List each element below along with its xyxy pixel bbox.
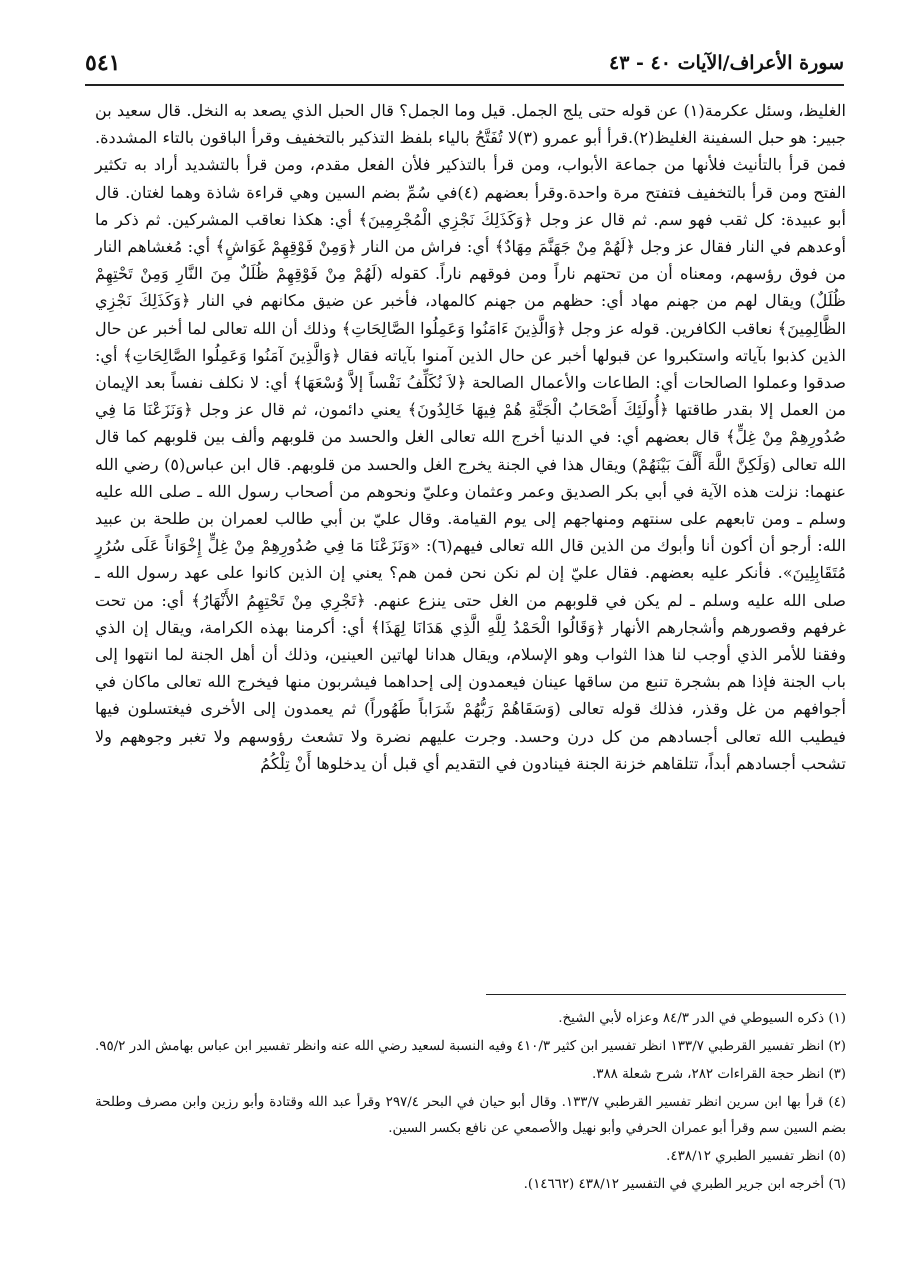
footnote-divider bbox=[486, 994, 846, 995]
header-rule bbox=[85, 84, 844, 86]
page-header bbox=[85, 50, 844, 80]
footnote: (١) ذكره السيوطي في الدر ٨٤/٣ وعزاه لأبي الشيخ. bbox=[558, 1011, 846, 1026]
footnote: (٥) انظر تفسير الطبري ٤٣٨/١٢. bbox=[666, 1149, 846, 1164]
footnotes bbox=[95, 1006, 846, 1198]
footnote: (٦) أخرجه ابن جرير الطبري في التفسير ٤٣٨/١٢ (١٤٦٦٢). bbox=[523, 1177, 846, 1192]
footnote: (٤) قرأ بها ابن سرين انظر تفسير القرطبي ١٣٣/٧. وقال أبو حيان في البحر ٢٩٧/٤ وقرأ عبد الله وقتادة وأبو رزين وابن مصرف وطلحة بضم السين سم وقرأ أبو عمران الحرفي وأبو نهيل والأصمعي عن نافع بكسر السين. bbox=[95, 1095, 847, 1136]
footnote: (٣) انظر حجة القراءات ٢٨٢، شرح شعلة ٣٨٨. bbox=[592, 1067, 846, 1082]
page-number: ٥٤١ bbox=[85, 50, 121, 76]
footnote: (٢) انظر تفسير القرطبي ١٣٣/٧ انظر تفسير ابن كثير ٤١٠/٣ وفيه النسبة لسعيد رضي الله عنه وانظر تفسير ابن عباس بهامش الدر ٩٥/٢. bbox=[95, 1039, 846, 1054]
running-title: سورة الأعراف/الآيات ٤٠ - ٤٣ bbox=[609, 52, 844, 74]
main-text bbox=[95, 97, 846, 773]
body-paragraph: الغليظ، وسئل عكرمة(١) عن قوله حتى يلج الجمل. قيل وما الجمل؟ قال الحبل الذي يصعد به النخل. قال سعيد بن جبير: هو حبل السفينة الغليظ(٢).قرأ أبو عمرو (٣)لا تُفَتَّحُ بالياء بلفظ التذكير بالتخفيف وقرأ الباقون بالتاء المشددة. فمن قرأ بالتأنيث فلأنها من جماعة الأبواب، ومن قرأ بالتذكير فلأن الفعل مقدم، ومن قرأ بالتشديد أراد به تكثير الفتح ومن قرأ بالتخفيف فتفتح مرة واحدة.وقرأ بعضهم (٤)في سُمِّ بضم السين وهي قراءة شاذة وهما لغتان. قال أبو عبيدة: كل ثقب فهو سم. ثم قال عز وجل ﴿وَكَذَلِكَ نَجْزِي الْمُجْرِمِينَ﴾ أي: هكذا نعاقب المشركين. ثم ذكر ما أوعدهم في النار فقال عز وجل ﴿لَهُمْ مِنْ جَهَنَّمَ مِهَادٌ﴾ أي: فراش من النار ﴿وَمِنْ فَوْقِهِمْ غَوَاشٍ﴾ أي: مُغشاهم النار من فوق رؤسهم، ومعناه أن من تحتهم ناراً ومن فوقهم ناراً. كقوله (لَهُمْ مِنْ فَوْقِهِمْ ظُلَلٌ مِنَ النَّارِ وَمِنْ تَحْتِهِمْ ظُلَلٌ) ويقال لهم من جهنم مهاد أي: حظهم من جهنم كالمهاد، فأخبر عن ضيق مكانهم في النار ﴿وَكَذَلِكَ نَجْزِي الظَّالِمِينَ﴾ نعاقب الكافرين. قوله عز وجل ﴿وَالَّذِينَ ءَامَنُوا وَعَمِلُوا الصَّالِحَاتِ﴾ وذلك أن الله تعالى لما أخبر عن حال الذين كذبوا بآياته واستكبروا عن قبولها أخبر عن حال الذين آمنوا بآياته فقال ﴿وَالَّذِينَ آمَنُوا وَعَمِلُوا الصَّالِحَاتِ﴾ أي: صدقوا وعملوا الصالحات أي: الطاعات والأعمال الصالحة ﴿لاَ نُكَلِّفُ نَفْساً إلاَّ وُسْعَهَا﴾ أي: لا نكلف نفساً بعد الإيمان من العمل إلا بقدر طاقتها ﴿أُولَئِكَ أَصْحَابُ الْجَنَّةِ هُمْ فِيهَا خَالِدُونَ﴾ يعني دائمون، ثم قال عز وجل ﴿وَنَزَعْنَا مَا فِي صُدُورِهِمْ مِنْ غِلٍّ﴾ قال بعضهم أي: في الدنيا أخرج الله تعالى الغل والحسد من قلوبهم وألف بين قلوبهم كما قال الله تعالى (وَلَكِنَّ اللَّهَ أَلَّفَ بَيْنَهُمْ) ويقال هذا في الجنة يخرج الغل والحسد من قلوبهم. قال ابن عباس(٥) رضي الله عنهما: نزلت هذه الآية في أبي بكر الصديق وعمر وعثمان وعليّ ونحوهم من أصحاب رسول الله ـ صلى الله عليه وسلم ـ ومن تابعهم على سنتهم ومنهاجهم إلى يوم القيامة. وقال عليّ بن أبي طالب لعمران بن طلحة بن عبيد الله: أرجو أن أكون أنا وأبوك من الذين قال الله تعالى فيهم(٦): «وَنَزَعْنَا مَا فِي صُدُورِهِمْ مِنْ غِلٍّ إِخْوَاناً عَلَى سُرُرٍ مُتَقَابِلِينَ». فأنكر عليه بعضهم. فقال عليّ إن لم نكن نحن فمن هم؟ يعني إن الذين كانوا على عهد رسول الله ـ صلى الله عليه وسلم ـ لم يكن في قلوبهم من الغل حتى ينزع عنهم. ﴿تَجْرِي مِنْ تَحْتِهِمُ الأَنْهَارُ﴾ أي: من تحت غرفهم وقصورهم وأشجارهم الأنهار ﴿وَقَالُوا الْحَمْدُ لِلَّهِ الَّذِي هَدَانَا لِهَذَا﴾ أي: أكرمنا بهذه الكرامة، ويقال إن الذي وفقنا للأمر الذي أوجب لنا هذا الثواب وهو الإسلام، ويقال هدانا لهاتين العينين، وذلك أن أهل الجنة لما انتهوا إلى باب الجنة فإذا هم بشجرة تنبع من ساقها عينان فيعمدون إلى إحداهما فيشربون منها فيخرج الله تعالى ماكان في أجوافهم من غل وقذر، فذلك قوله تعالى (وَسَقَاهُمْ رَبُّهُمْ شَرَاباً طَهُوراً) ثم يعمدون إلى الأخرى فيغتسلون فيها فيطيب الله تعالى أجسادهم من كل درن وحسد. وجرت عليهم نضرة ولا تشعث رؤوسهم ولا تغبر وجوههم ولا تشحب أجسادهم أبداً، تتلقاهم خزنة الجنة فينادون في التقديم أي قبل أن يدخلوها أَنْ تِلْكُمُ bbox=[95, 101, 846, 773]
